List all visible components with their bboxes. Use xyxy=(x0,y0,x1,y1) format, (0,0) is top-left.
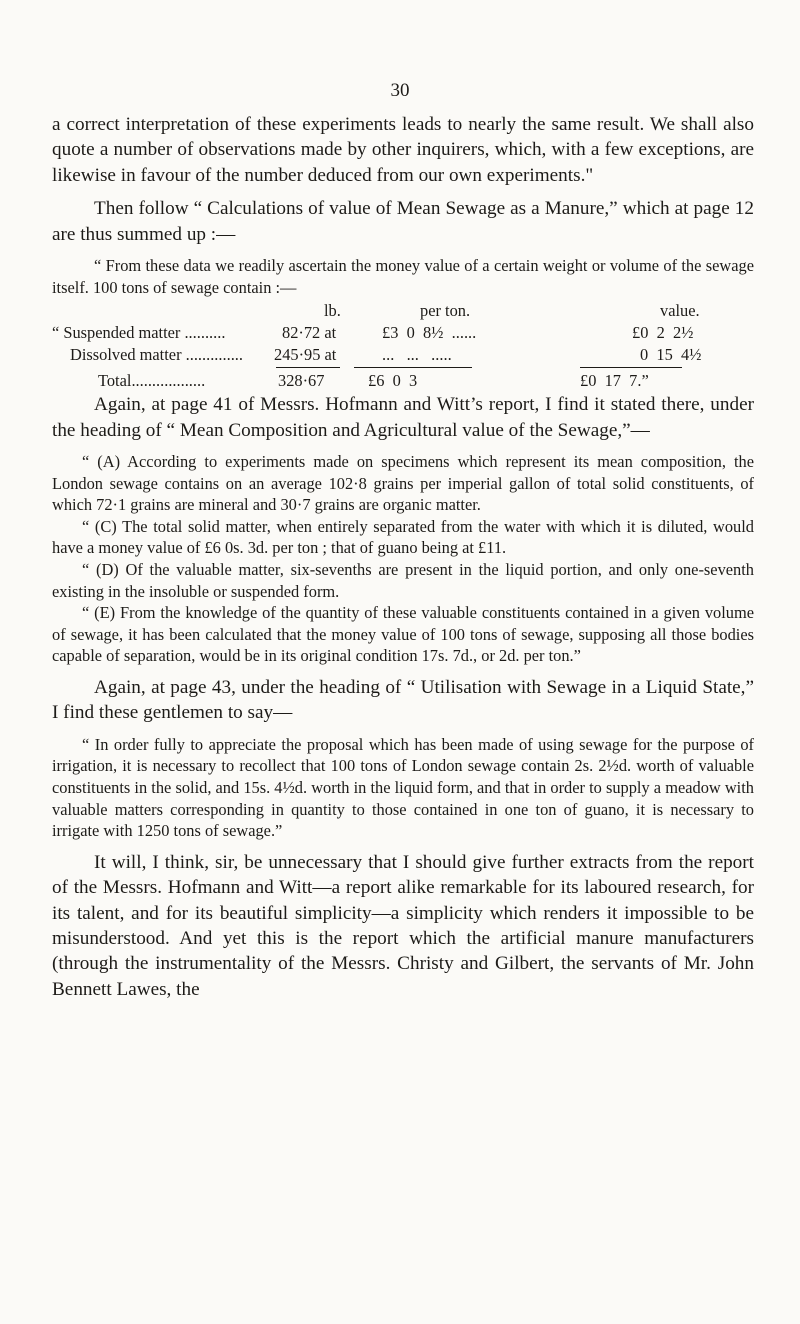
table-rule xyxy=(276,367,340,368)
table-rule xyxy=(354,367,472,368)
table-row-lb: 245·95 at xyxy=(274,345,337,365)
page-number: 30 xyxy=(390,80,410,101)
page-body xyxy=(52,112,754,1002)
table-total-label: Total.................. xyxy=(98,371,206,391)
table-row-value: £0 2 2½ xyxy=(632,323,694,343)
quote-e: “ (E) From the knowledge of the quantity of these valuable constituents contained in a given volume of sewage, it has been calculated that the money value of 100 tons of sewage, supposing all those bodies capable of separation, would be in its original condition 17s. 7d., or 2d. per ton.” xyxy=(52,603,754,666)
quote-c: “ (C) The total solid matter, when entirely separated from the water with which it is diluted, would have a money value of £6 0s. 3d. per ton ; that of guano being at £11. xyxy=(52,516,754,558)
table-row-lb: 82·72 at xyxy=(282,323,337,343)
table-total-rate: £6 0 3 xyxy=(368,371,418,391)
table-row-value: 0 15 4½ xyxy=(640,345,702,365)
table-row-label: “ Suspended matter .......... xyxy=(52,323,226,343)
table-row-rate: ... ... ..... xyxy=(382,345,452,365)
table-header-lb: lb. xyxy=(324,301,341,321)
sewage-value-table xyxy=(52,300,754,392)
paragraph-closing: It will, I think, sir, be unnecessary that I should give further extracts from the report of the Messrs. Hofmann and Witt—a report alike remarkable for its laboured research, for its talent, and for its beautiful simplicity—a simplicity which renders it impossible to be misunderstood. And yet this is the report which the artificial manure manufacturers (through the instrumentality of the Messrs. Christy and Gilbert, the servants of Mr. John Bennett Lawes, the xyxy=(52,851,754,1000)
table-total-lb: 328·67 xyxy=(278,371,325,391)
paragraph-page-43: Again, at page 43, under the heading of “ Utilisation with Sewage in a Liquid State,” I find these gentlemen to say— xyxy=(52,676,754,724)
table-rule xyxy=(580,367,682,368)
table-row-label: Dissolved matter .............. xyxy=(70,345,243,365)
quote-money-value: “ From these data we readily ascertain the money value of a certain weight or volume of the sewage itself. 100 tons of sewage contain :— xyxy=(52,256,754,297)
quote-irrigation: “ In order fully to appreciate the proposal which has been made of using sewage for the purpose of irrigation, it is necessary to recollect that 100 tons of London sewage contain 2s. 2½d. worth of valuable constituents in the solid, and 15s. 4½d. worth in the liquid form, and that in order to supply a meadow with valuable matters corresponding in quantity to those contained in one ton of guano, it is necessary to irrigate with 1250 tons of sewage.” xyxy=(52,734,754,841)
quote-a: “ (A) According to experiments made on specimens which represent its mean composition, the London sewage contains on an average 102·8 grains per imperial gallon of total solid constituents, of which 72·1 grains are mineral and 30·7 grains are organic matter. xyxy=(52,452,754,515)
table-header-per-ton: per ton. xyxy=(420,301,471,321)
table-total-value: £0 17 7.” xyxy=(580,371,649,391)
paragraph-calculations-intro: Then follow “ Calculations of value of Mean Sewage as a Manure,” which at page 12 are thus summed up :— xyxy=(52,198,754,245)
table-header-value: value. xyxy=(660,301,700,321)
paragraph-continuation: a correct interpretation of these experiments leads to nearly the same result. We shall also quote a number of observations made by other inquirers, which, with a few exceptions, are likewise in favour of the number deduced from our own experiments." xyxy=(52,114,754,186)
table-row-rate: £3 0 8½ ...... xyxy=(382,323,477,343)
paragraph-page-41: Again, at page 41 of Messrs. Hofmann and Witt’s report, I find it stated there, under the heading of “ Mean Composition and Agricultural value of the Sewage,”— xyxy=(52,394,754,441)
quote-d: “ (D) Of the valuable matter, six-sevenths are present in the liquid portion, and only one-seventh existing in the insoluble or suspended form. xyxy=(52,560,754,601)
